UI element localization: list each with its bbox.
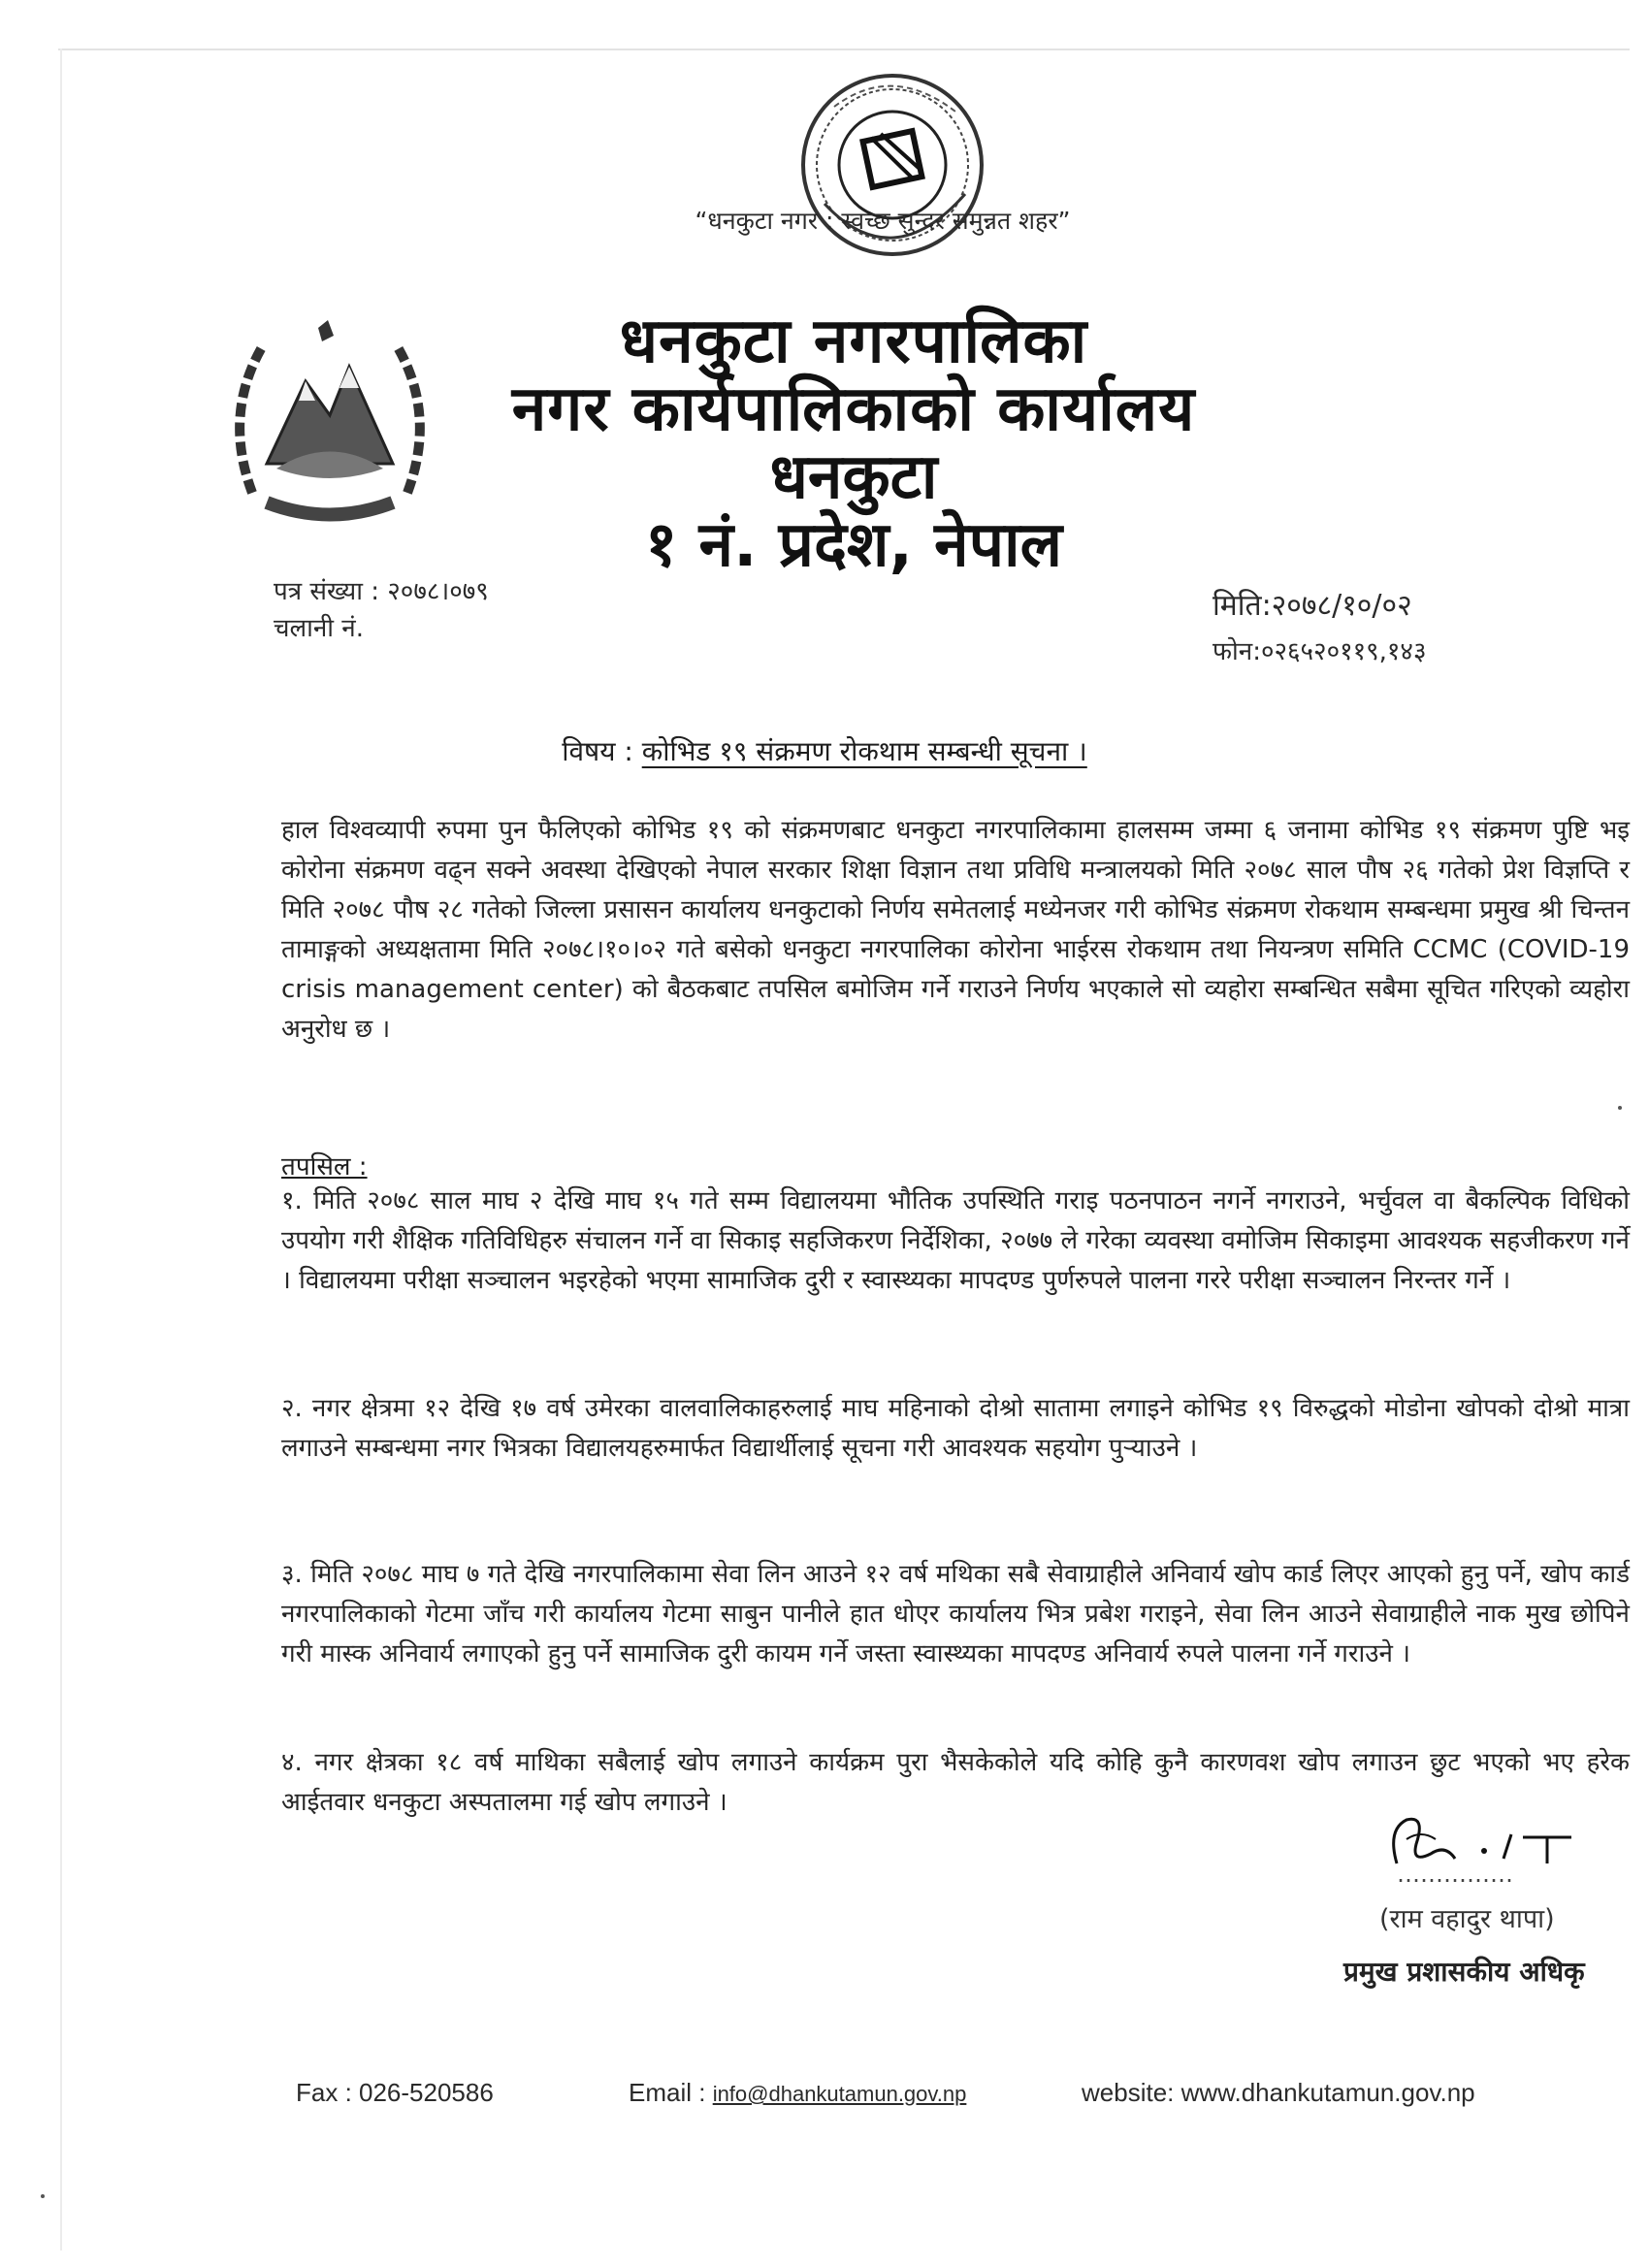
- scan-edge: [60, 49, 62, 2251]
- subject-label: विषय :: [562, 735, 642, 767]
- header-municipality-name: धनकुटा नगरपालिका: [619, 306, 1088, 377]
- dispatch-number: चलानी नं.: [274, 614, 364, 643]
- footer-email: [629, 2078, 966, 2108]
- office-phone: फोन:०२६५२०११९,१४३: [1212, 637, 1427, 666]
- detail-item-4: ४. नगर क्षेत्रका १८ वर्ष माथिका सबैलाई खोप लगाउने कार्यक्रम पुरा भैसकेकोले यदि कोहि कुनै कारणवश खोप लगाउन छुट भएको भए हरेक आईतवार धनकुटा अस्पतालमा गई खोप लगाउने ।: [281, 1748, 1630, 1817]
- subject-line: [0, 732, 1649, 769]
- detail-item-3: ३. मिति २०७८ माघ ७ गते देखि नगरपालिकामा सेवा लिन आउने १२ वर्ष मथिका सबै सेवाग्राहीले अनिवार्य खोप कार्ड लिएर आएको हुनु पर्ने, खोप कार्ड नगरपालिकाको गेटमा जाँच गरी कार्यालय गेटमा साबुन पानीले हात धोएर कार्यालय भित्र प्रबेश गराइने, सेवा लिन आउने सेवाग्राहीले नाक मुख छोपिने गरी मास्क अनिवार्य लगाएको हुनु पर्ने सामाजिक दुरी कायम गर्ने जस्ता स्वास्थ्यका मापदण्ड अनिवार्य रुपले पालना गर्ने गराउने ।: [281, 1560, 1630, 1669]
- scan-speck: [1618, 1106, 1622, 1110]
- footer-email-label: Email :: [629, 2078, 713, 2107]
- header-province: १ नं. प्रदेश, नेपाल: [644, 509, 1063, 581]
- municipality-motto: “धनकुटा नगर : स्वच्छ सुन्दर समुन्नत शहर”: [695, 207, 1071, 235]
- signatory-designation: प्रमुख प्रशासकीय अधिकृ: [1343, 1956, 1585, 1988]
- signatory-name: (राम वहादुर थापा): [1379, 1904, 1555, 1934]
- office-seal-stamp-icon: [786, 68, 999, 291]
- header-district: धनकुटा: [769, 441, 938, 513]
- detail-item-1: १. मिति २०७८ साल माघ २ देखि माघ १५ गते सम्म विद्यालयमा भौतिक उपस्थिति गराइ पठनपाठन नगर्ने नगराउने, भर्चुवल वा बैकल्पिक विधिको उपयोग गरी शैक्षिक गतिविधिहरु संचालन गर्ने वा सिकाइ सहजिकरण निर्देशिका, २०७७ ले गरेका व्यवस्था वमोजिम सिकाइमा आवश्यक सहजीकरण गर्ने । विद्यालयमा परीक्षा सञ्चालन भइरहेको भएमा सामाजिक दुरी र स्वास्थ्यका मापदण्ड पुर्णरुपले पालना गररे परीक्षा सञ्चालन निरन्तर गर्ने ।: [281, 1186, 1630, 1295]
- scan-edge: [58, 49, 1630, 50]
- subject-text: कोभिड १९ संक्रमण रोकथाम सम्बन्धी सूचना ।: [641, 735, 1087, 767]
- footer-fax: Fax : 026-520586: [296, 2078, 494, 2107]
- details-heading: तपसिल :: [281, 1152, 368, 1182]
- scan-speck: [41, 2194, 45, 2198]
- letter-number: पत्र संख्या : २०७८।०७९: [274, 577, 489, 606]
- intro-paragraph: हाल विश्वव्यापी रुपमा पुन फैलिएको कोभिड १९ को संक्रमणबाट धनकुटा नगरपालिकामा हालसम्म जम्मा ६ जनामा कोभिड १९ संक्रमण पुष्टि भइ कोरोना संक्रमण वढ्न सक्ने अवस्था देखिएको नेपाल सरकार शिक्षा विज्ञान तथा प्रविधि मन्त्रालयको मिति २०७८ साल पौष २६ गतेको प्रेश विज्ञप्ति र मिति २०७८ पौष २८ गतेको जिल्ला प्रसासन कार्यालय धनकुटाको निर्णय समेतलाई मध्येनजर गरी कोभिड संक्रमण रोकथाम सम्बन्धमा प्रमुख श्री चिन्तन तामाङ्गको अध्यक्षतामा मिति २०७८।१०।०२ गते बसेको धनकुटा नगरपालिका कोरोना भाईरस रोकथाम तथा नियन्त्रण समिति CCMC (COVID-19 crisis management center) को बैठकबाट तपसिल बमोजिम गर्ने गराउने निर्णय भएकाले सो व्यहोरा सम्बन्धित सबैमा सूचित गरिएको व्यहोरा अनुरोध छ ।: [281, 816, 1630, 1044]
- letter-date: मिति:२०७८/१०/०२: [1212, 589, 1412, 623]
- footer-website[interactable]: website: www.dhankutamun.gov.np: [1082, 2078, 1475, 2107]
- signature-line: ……………: [1397, 1861, 1513, 1888]
- footer-email-link[interactable]: info@dhankutamun.gov.np: [712, 2082, 967, 2106]
- header-office-name: नगर कार्यपालिकाको कार्यालय: [511, 373, 1196, 445]
- detail-item-2: २. नगर क्षेत्रमा १२ देखि १७ वर्ष उमेरका वालवालिकाहरुलाई माघ महिनाको दोश्रो सातामा लगाइने कोभिड १९ विरुद्धको मोडोना खोपको दोश्रो मात्रा लगाउने सम्बन्धमा नगर भित्रका विद्यालयहरुमार्फत विद्यार्थीलाई सूचना गरी आवश्यक सहयोग पुऱ्याउने ।: [281, 1394, 1630, 1463]
